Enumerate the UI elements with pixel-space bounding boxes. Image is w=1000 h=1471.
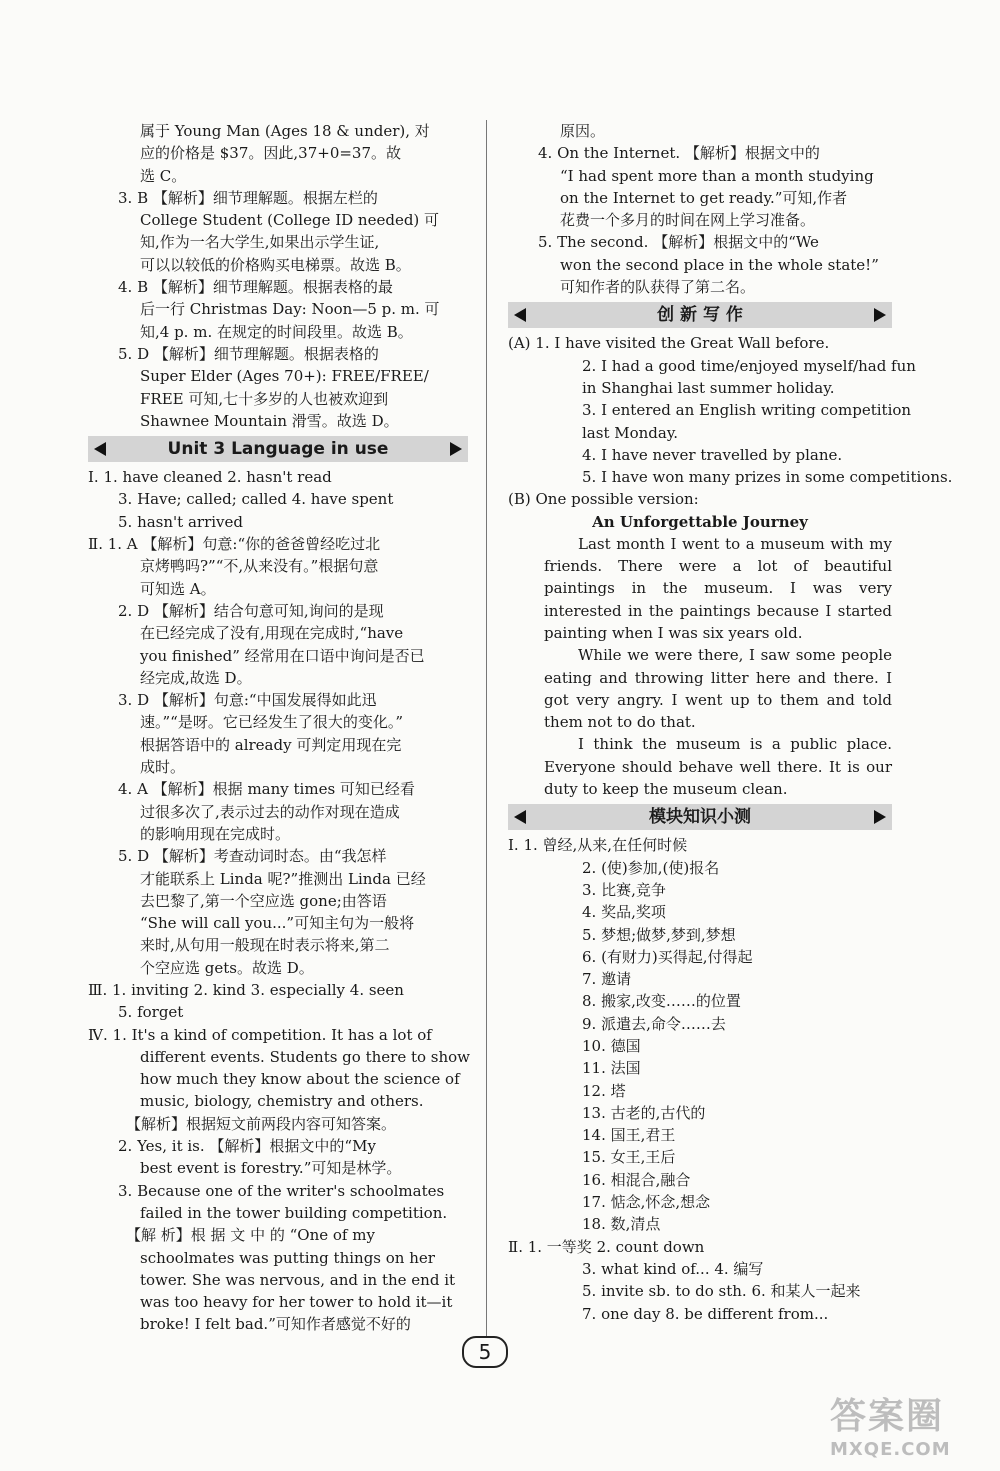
answer-line: tower. She was nervous, and in the end it — [140, 1270, 456, 1289]
section-title: 模块知识小测 — [649, 807, 751, 828]
answer-line: 在已经完成了没有,用现在完成时,“have — [140, 624, 404, 643]
answer-line: on the Internet to get ready.”可知,作者 — [560, 188, 848, 207]
answer-line: in Shanghai last summer holiday. — [582, 378, 835, 397]
answer-line: 4. On the Internet. 【解析】根据文中的 — [538, 144, 820, 163]
answer-line: 可以以较低的价格购买电梯票。故选 B。 — [140, 255, 411, 274]
answer-line: won the second place in the whole state!” — [560, 255, 879, 274]
section-banner — [88, 436, 468, 462]
answer-line: 应的价格是 $37。因此,37+0=37。故 — [140, 144, 402, 163]
answer-line: how much they know about the science of — [140, 1070, 460, 1089]
answer-line: 属于 Young Man (Ages 18 & under), 对 — [140, 122, 430, 140]
answer-line: 4. I have never travelled by plane. — [582, 445, 843, 464]
answer-line: you finished” 经常用在口语中询问是否已 — [140, 646, 425, 665]
answer-line: 后一行 Christmas Day: Noon—5 p. m. 可 — [140, 300, 440, 319]
answer-line: 4. B 【解析】细节理解题。根据表格的最 — [118, 278, 393, 297]
answer-line: 去巴黎了,第一个空应选 gone;由答语 — [140, 891, 387, 910]
answer-line: 可知作者的队获得了第二名。 — [560, 278, 756, 297]
answer-line: 6. (有财力)买得起,付得起 — [582, 947, 753, 966]
answer-line: (B) One possible version: — [508, 490, 699, 509]
answer-line: 17. 惦念,怀念,想念 — [582, 1193, 711, 1212]
answer-line: 5. D 【解析】考查动词时态。由“我怎样 — [118, 847, 387, 866]
answer-line: 12. 塔 — [582, 1081, 626, 1100]
watermark-logo — [830, 1395, 990, 1465]
answer-line: 5. hasn't arrived — [118, 512, 243, 531]
answer-line: 2. Yes, it is. 【解析】根据文中的“My — [118, 1137, 376, 1156]
answer-line: different events. Students go there to show — [140, 1047, 471, 1066]
answer-line: 8. 搬家,改变……的位置 — [582, 992, 741, 1011]
answer-line: 【解 析】根 据 文 中 的 “One of my — [126, 1226, 375, 1245]
answer-line: 选 C。 — [140, 166, 187, 185]
answer-line: 10. 德国 — [582, 1036, 641, 1055]
arrow-left-icon — [94, 442, 106, 456]
essay-title: An Unforgettable Journey — [592, 512, 808, 531]
answer-line: 3. 比赛,竞争 — [582, 880, 666, 899]
answer-line: best event is forestry.”可知是林学。 — [140, 1159, 402, 1178]
answer-line: 京烤鸭吗?”“不,从来没有。”根据句意 — [140, 557, 379, 576]
answer-line: “She will call you...”可知主句为一般将 — [140, 914, 415, 933]
answer-line: 3. what kind of... 4. 编写 — [582, 1259, 764, 1278]
answer-line: 4. A 【解析】根据 many times 可知已经看 — [118, 780, 415, 799]
answer-line: 过很多次了,表示过去的动作对现在造成 — [140, 802, 400, 821]
essay-paragraph: I think the museum is a public place. Everyone should behave well there. It is our duty to keep the museum clean. — [544, 735, 892, 799]
section-title: Unit 3 Language in use — [167, 439, 389, 460]
watermark-bottom: MXQE.COM — [830, 1439, 951, 1460]
answer-line: 知,作为一名大学生,如果出示学生证, — [140, 233, 380, 252]
answer-line: Ⅰ. 1. have cleaned 2. hasn't read — [88, 468, 332, 487]
arrow-right-icon — [450, 442, 462, 456]
section-banner — [508, 302, 892, 328]
answer-line: 3. Because one of the writer's schoolmates — [118, 1181, 445, 1200]
answer-line: 14. 国王,君王 — [582, 1126, 676, 1145]
arrow-right-icon — [874, 810, 886, 824]
arrow-left-icon — [514, 810, 526, 824]
section-title: 创 新 写 作 — [657, 305, 743, 326]
answer-line: 5. I have won many prizes in some competitions. — [582, 468, 953, 487]
answer-line: was too heavy for her tower to hold it—it — [140, 1293, 453, 1312]
essay-body — [508, 533, 892, 801]
answer-line: 可知选 A。 — [140, 579, 216, 598]
answer-line: Ⅲ. 1. inviting 2. kind 3. especially 4. seen — [88, 980, 404, 999]
answer-line: schoolmates was putting things on her — [140, 1248, 435, 1267]
answer-line: 4. 奖品,奖项 — [582, 903, 666, 922]
page-number: 5 — [462, 1336, 508, 1368]
answer-line: 5. forget — [118, 1003, 184, 1022]
answer-line: 5. 梦想;做梦,梦到,梦想 — [582, 925, 736, 944]
answer-line: Shawnee Mountain 滑雪。故选 D。 — [140, 411, 399, 430]
answer-line: 才能联系上 Linda 呢?”推测出 Linda 已经 — [140, 869, 426, 888]
essay-paragraph: While we were there, I saw some people eating and throwing litter here and there. I got very angry. I went up to them and told them not to do that. — [544, 646, 892, 732]
answer-line: 花费一个多月的时间在网上学习准备。 — [560, 211, 816, 230]
answer-line: 2. (使)参加,(使)报名 — [582, 858, 720, 877]
answer-line: 3. D 【解析】句意:“中国发展得如此迅 — [118, 691, 377, 710]
answer-line: 的影响用现在完成时。 — [140, 824, 291, 843]
answer-line: 2. D 【解析】结合句意可知,询问的是现 — [118, 601, 384, 620]
answer-line: Ⅰ. 1. 曾经,从来,在任何时候 — [508, 836, 688, 855]
arrow-left-icon — [514, 308, 526, 322]
answer-line: 7. one day 8. be different from... — [582, 1304, 829, 1323]
column-divider — [486, 120, 487, 1338]
answer-line: 个空应选 gets。故选 D。 — [140, 958, 314, 977]
answer-line: Super Elder (Ages 70+): FREE/FREE/ — [140, 367, 429, 386]
essay-paragraph: Last month I went to a museum with my friends. There were a lot of beautiful paintings in the museum. I was very interested in the paintings because I started painting when I was six years old. — [544, 534, 892, 642]
answer-line: 2. I had a good time/enjoyed myself/had fun — [582, 356, 916, 375]
answer-line: broke! I felt bad.”可知作者感觉不好的 — [140, 1315, 411, 1334]
answer-line: 11. 法国 — [582, 1059, 641, 1078]
answer-line: Ⅱ. 1. A 【解析】句意:“你的爸爸曾经吃过北 — [88, 535, 381, 554]
answer-line: College Student (College ID needed) 可 — [140, 211, 440, 230]
answer-line: 5. invite sb. to do sth. 6. 和某人一起来 — [582, 1282, 861, 1301]
answer-line: 3. Have; called; called 4. have spent — [118, 490, 394, 509]
answer-line: 13. 古老的,古代的 — [582, 1103, 706, 1122]
answer-line: 【解析】根据短文前两段内容可知答案。 — [126, 1114, 397, 1133]
answer-line: 原因。 — [560, 122, 606, 140]
answer-line: last Monday. — [582, 423, 679, 442]
answer-line: music, biology, chemistry and others. — [140, 1092, 424, 1111]
answer-line: Ⅱ. 1. 一等奖 2. count down — [508, 1237, 705, 1256]
section-banner — [508, 804, 892, 830]
answer-line: 速。”“是呀。它已经发生了很大的变化。” — [140, 713, 404, 732]
answer-line: 成时。 — [140, 758, 186, 777]
answer-line: failed in the tower building competition. — [140, 1203, 448, 1222]
answer-line: 15. 女王,王后 — [582, 1148, 676, 1167]
arrow-right-icon — [874, 308, 886, 322]
answer-line: 18. 数,清点 — [582, 1215, 661, 1234]
answer-line: 7. 邀请 — [582, 970, 632, 989]
answer-line: 16. 相混合,融合 — [582, 1170, 691, 1189]
answer-line: 5. The second. 【解析】根据文中的“We — [538, 233, 819, 252]
answer-line: FREE 可知,七十多岁的人也被欢迎到 — [140, 389, 389, 408]
answer-line: 经完成,故选 D。 — [140, 668, 252, 687]
answer-line: 知,4 p. m. 在规定的时间段里。故选 B。 — [140, 322, 413, 341]
answer-line: 9. 派遣去,命令……去 — [582, 1014, 726, 1033]
answer-line: (A) 1. I have visited the Great Wall before. — [508, 334, 830, 353]
answer-line: “I had spent more than a month studying — [560, 166, 874, 185]
answer-line: 3. I entered an English writing competition — [582, 401, 912, 420]
answer-line: 根据答语中的 already 可判定用现在完 — [140, 735, 402, 754]
answer-line: 5. D 【解析】细节理解题。根据表格的 — [118, 344, 379, 363]
right-column — [508, 120, 953, 1325]
watermark-top: 答案圈 — [830, 1396, 945, 1437]
answer-line: 来时,从句用一般现在时表示将来,第二 — [140, 936, 390, 955]
answer-line: Ⅳ. 1. It's a kind of competition. It has a lot of — [88, 1025, 432, 1044]
left-column — [88, 120, 471, 1336]
answer-line: 3. B 【解析】细节理解题。根据左栏的 — [118, 188, 378, 207]
